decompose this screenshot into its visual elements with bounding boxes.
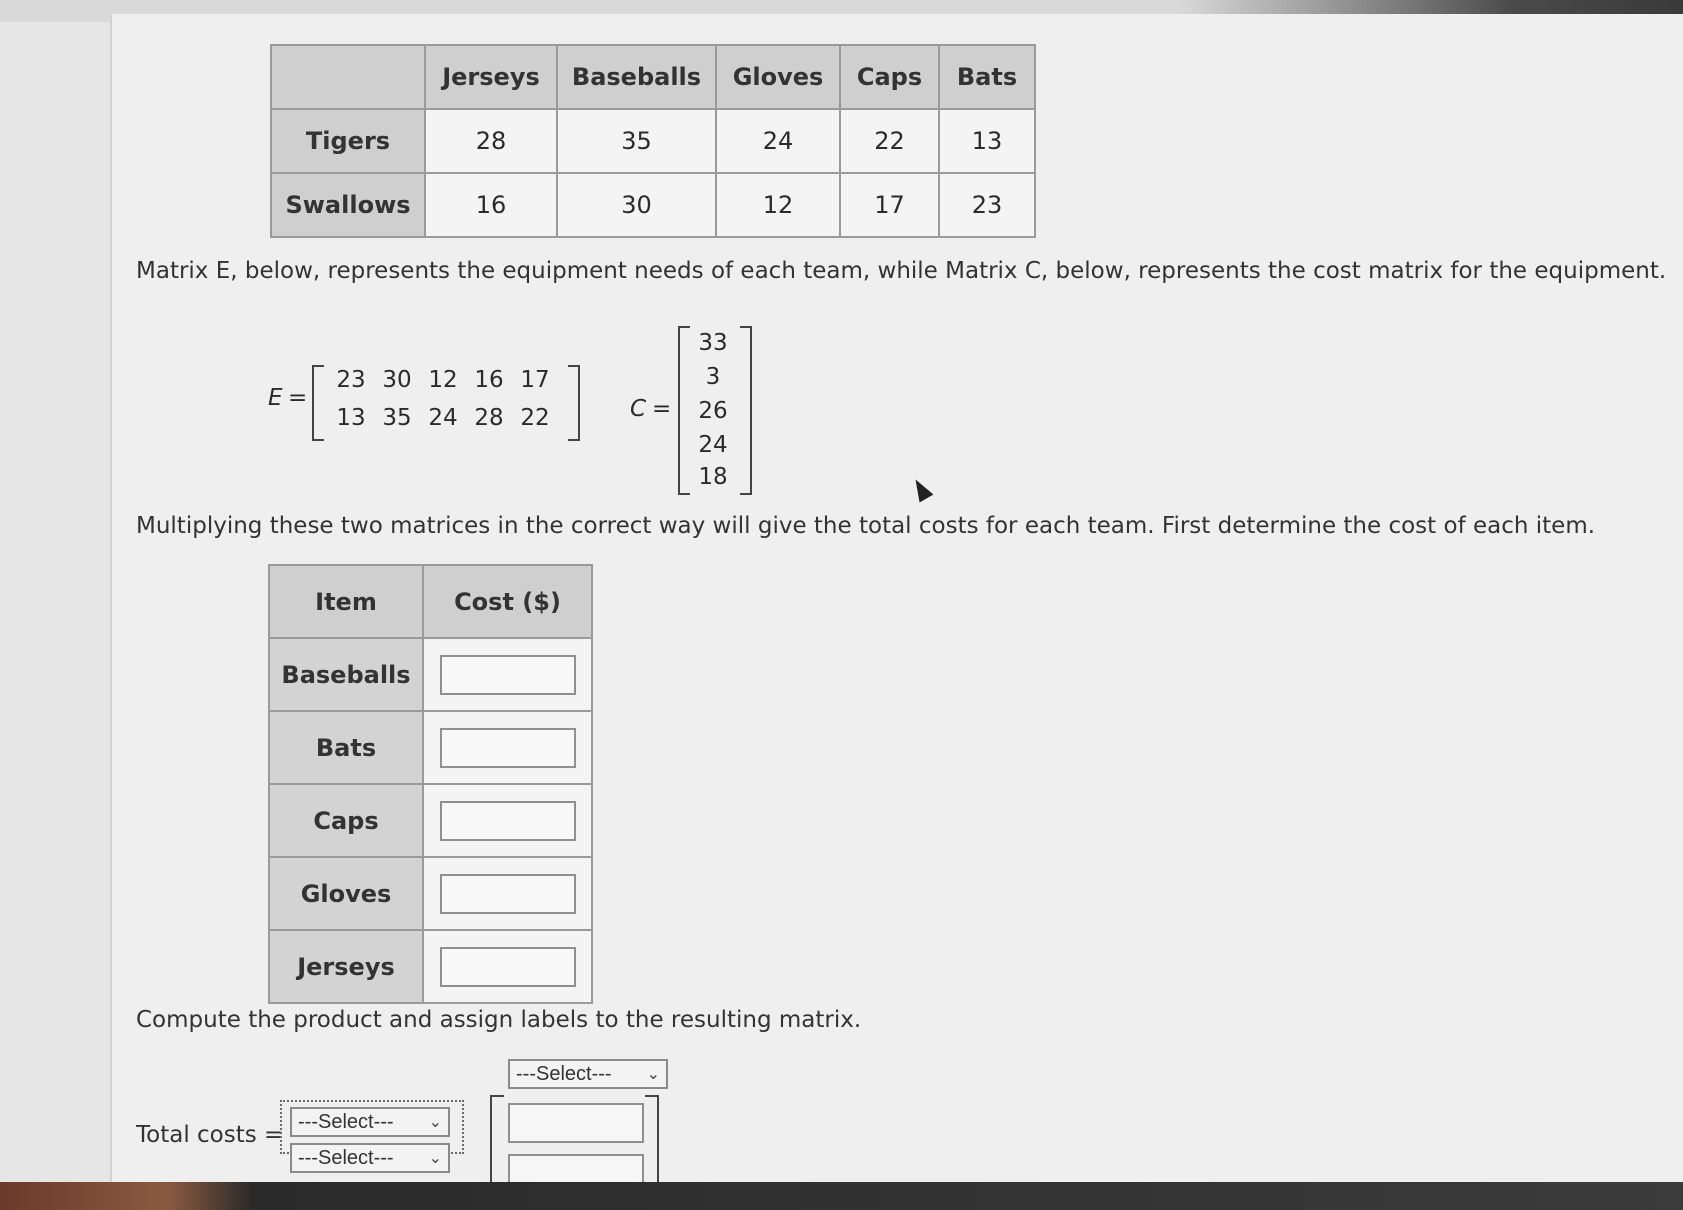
matrix-e-row-2 (328, 405, 558, 431)
bats-cost-input[interactable] (440, 728, 576, 768)
table-cell: 17 (840, 173, 939, 237)
matrix-c-label: C (630, 396, 647, 422)
row-1-label-select[interactable] (290, 1107, 450, 1137)
matrix-cell: 18 (698, 464, 728, 490)
table-row (269, 930, 592, 1003)
matrix-e-row-1 (328, 367, 558, 393)
table-cell: 24 (716, 109, 840, 173)
table-cell: 28 (425, 109, 557, 173)
col-header-caps: Caps (840, 45, 939, 109)
table-row (269, 857, 592, 930)
row-header-swallows: Swallows (271, 173, 425, 237)
chevron-down-icon: ⌄ (428, 1150, 442, 1167)
col-header-cost: Cost ($) (423, 565, 592, 638)
row-2-label-select[interactable] (290, 1143, 450, 1173)
result-row-1-input[interactable] (508, 1103, 644, 1143)
cost-table (268, 564, 593, 1004)
matrix-cell: 28 (474, 405, 504, 431)
caps-cost-input[interactable] (440, 801, 576, 841)
baseballs-cost-input[interactable] (440, 655, 576, 695)
cost-table-header-row (269, 565, 592, 638)
select-value: ---Select--- (516, 1062, 612, 1085)
table-row (271, 173, 1035, 237)
col-header-gloves: Gloves (716, 45, 840, 109)
right-bracket (740, 326, 752, 495)
select-value: ---Select--- (298, 1146, 394, 1169)
select-value: ---Select--- (298, 1110, 394, 1133)
table-cell: 12 (716, 173, 840, 237)
right-bracket (568, 365, 580, 441)
intro-text: Matrix E, below, represents the equipment needs of each team, while Matrix C, below, represents the cost matrix for the equipment. (136, 258, 1667, 284)
table-cell: 23 (939, 173, 1035, 237)
equipment-table-header-row (271, 45, 1035, 109)
table-cell: 22 (840, 109, 939, 173)
bottom-strip (0, 1182, 1683, 1210)
matrix-e-equals: = (288, 385, 308, 411)
col-header-jerseys: Jerseys (425, 45, 557, 109)
table-cell (423, 930, 592, 1003)
matrix-cell: 13 (336, 405, 366, 431)
col-header-item: Item (269, 565, 423, 638)
matrix-cell: 12 (428, 367, 458, 393)
matrix-cell: 17 (520, 367, 550, 393)
matrix-e-label: E (268, 385, 283, 411)
column-label-select[interactable] (508, 1059, 668, 1089)
table-row (269, 711, 592, 784)
table-cell (423, 638, 592, 711)
item-baseballs: Baseballs (269, 638, 423, 711)
table-cell: 13 (939, 109, 1035, 173)
left-bracket (678, 326, 690, 495)
matrix-cell: 23 (336, 367, 366, 393)
table-cell: 16 (425, 173, 557, 237)
row-header-tigers: Tigers (271, 109, 425, 173)
matrix-cell: 24 (698, 432, 728, 458)
col-header-bats: Bats (939, 45, 1035, 109)
item-gloves: Gloves (269, 857, 423, 930)
matrix-cell: 33 (698, 330, 728, 356)
table-cell: 35 (557, 109, 716, 173)
jerseys-cost-input[interactable] (440, 947, 576, 987)
item-jerseys: Jerseys (269, 930, 423, 1003)
table-cell (423, 784, 592, 857)
matrix-cell: 16 (474, 367, 504, 393)
matrix-cell: 24 (428, 405, 458, 431)
gloves-cost-input[interactable] (440, 874, 576, 914)
matrix-cell: 30 (382, 367, 412, 393)
compute-text: Compute the product and assign labels to the resulting matrix. (136, 1007, 862, 1033)
item-caps: Caps (269, 784, 423, 857)
left-bracket (312, 365, 324, 441)
matrix-cell: 3 (705, 364, 721, 390)
matrix-cell: 26 (698, 398, 728, 424)
multiply-text: Multiplying these two matrices in the correct way will give the total costs for each team. First determine the cost of each item. (136, 513, 1596, 539)
total-costs-label: Total costs = (136, 1122, 284, 1148)
col-header-baseballs: Baseballs (557, 45, 716, 109)
chevron-down-icon: ⌄ (428, 1114, 442, 1131)
table-cell (423, 857, 592, 930)
table-cell (423, 711, 592, 784)
matrix-cell: 35 (382, 405, 412, 431)
empty-header-cell (271, 45, 425, 109)
matrix-cell: 22 (520, 405, 550, 431)
chevron-down-icon: ⌄ (646, 1066, 660, 1083)
table-row (269, 638, 592, 711)
equipment-table (270, 44, 1036, 238)
table-cell: 30 (557, 173, 716, 237)
item-bats: Bats (269, 711, 423, 784)
matrix-c-equals: = (652, 396, 672, 422)
table-row (271, 109, 1035, 173)
table-row (269, 784, 592, 857)
